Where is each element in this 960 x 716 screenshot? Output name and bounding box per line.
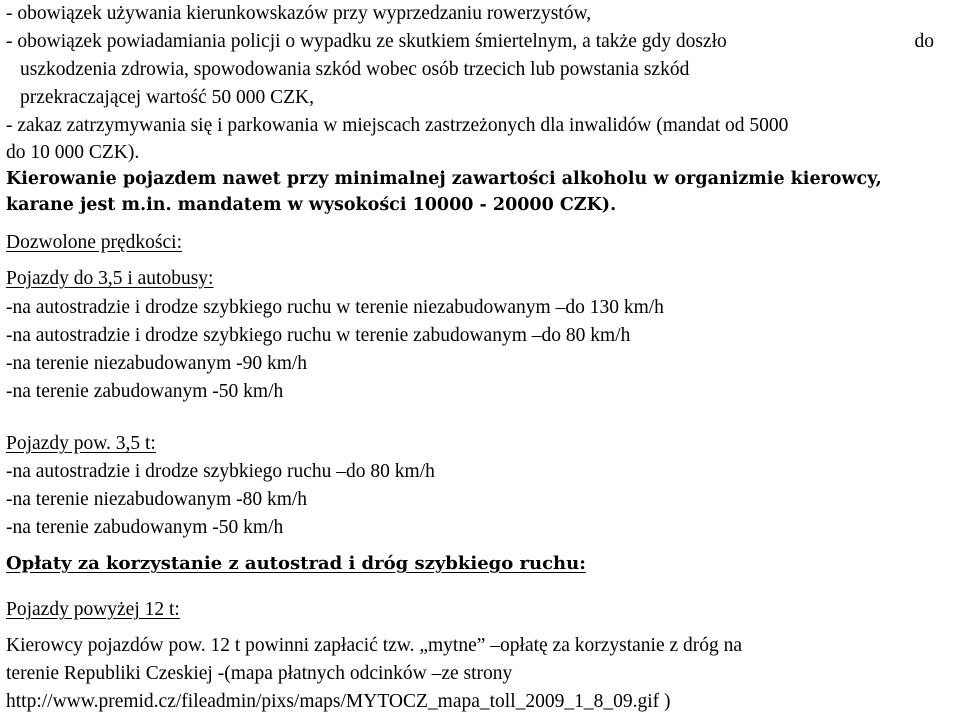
vehicles-over-3-5t-heading: Pojazdy pow. 3,5 t: (6, 433, 156, 454)
toll-map-url: http://www.premid.cz/fileadmin/pixs/maps/MYTOCZ_mapa_toll_2009_1_8_09.gif ) (6, 691, 671, 712)
vehicles-over-12t-heading: Pojazdy powyżej 12 t: (6, 599, 180, 620)
toll-text-line-1: Kierowcy pojazdów pow. 12 t powinni zapłacić tzw. „mytne” –opłatę za korzystanie z dróg na (6, 635, 743, 656)
vehicles-under-3-5t-heading: Pojazdy do 3,5 i autobusy: (6, 268, 214, 289)
text-line-3: uszkodzenia zdrowia, spowodowania szkód wobec osób trzecich lub powstania szkód (20, 59, 690, 80)
text-line-1: - obowiązek używania kierunkowskazów przy wyprzedzaniu rowerzystów, (6, 3, 592, 24)
speed-line-2: -na autostradzie i drodze szybkiego ruchu w terenie zabudowanym –do 80 km/h (6, 325, 631, 346)
alcohol-warning-line-1: Kierowanie pojazdem nawet przy minimalnej zawartości alkoholu w organizmie kierowcy, (6, 169, 882, 189)
tolls-heading: Opłaty za korzystanie z autostrad i dróg szybkiego ruchu: (6, 553, 586, 574)
text-line-2-end: do (914, 31, 934, 52)
speed-line-1: -na autostradzie i drodze szybkiego ruchu w terenie niezabudowanym –do 130 km/h (6, 297, 664, 318)
speed-limits-heading: Dozwolone prędkości: (6, 232, 182, 253)
text-line-6: do 10 000 CZK). (6, 142, 140, 163)
speed-line-6: -na terenie niezabudowanym -80 km/h (6, 489, 308, 510)
speed-line-7: -na terenie zabudowanym -50 km/h (6, 517, 284, 538)
speed-line-3: -na terenie niezabudowanym -90 km/h (6, 353, 308, 374)
text-line-2: - obowiązek powiadamiania policji o wypadku ze skutkiem śmiertelnym, a także gdy doszło (6, 31, 727, 52)
toll-text-line-2: terenie Republiki Czeskiej -(mapa płatnych odcinków –ze strony (6, 663, 513, 684)
text-line-4: przekraczającej wartość 50 000 CZK, (20, 87, 314, 108)
text-line-5: - zakaz zatrzymywania się i parkowania w miejscach zastrzeżonych dla inwalidów (mandat od 5000 (6, 115, 789, 136)
speed-line-5: -na autostradzie i drodze szybkiego ruchu –do 80 km/h (6, 461, 435, 482)
speed-line-4: -na terenie zabudowanym -50 km/h (6, 381, 284, 402)
alcohol-warning-line-2: karane jest m.in. mandatem w wysokości 10000 - 20000 CZK). (6, 195, 617, 215)
